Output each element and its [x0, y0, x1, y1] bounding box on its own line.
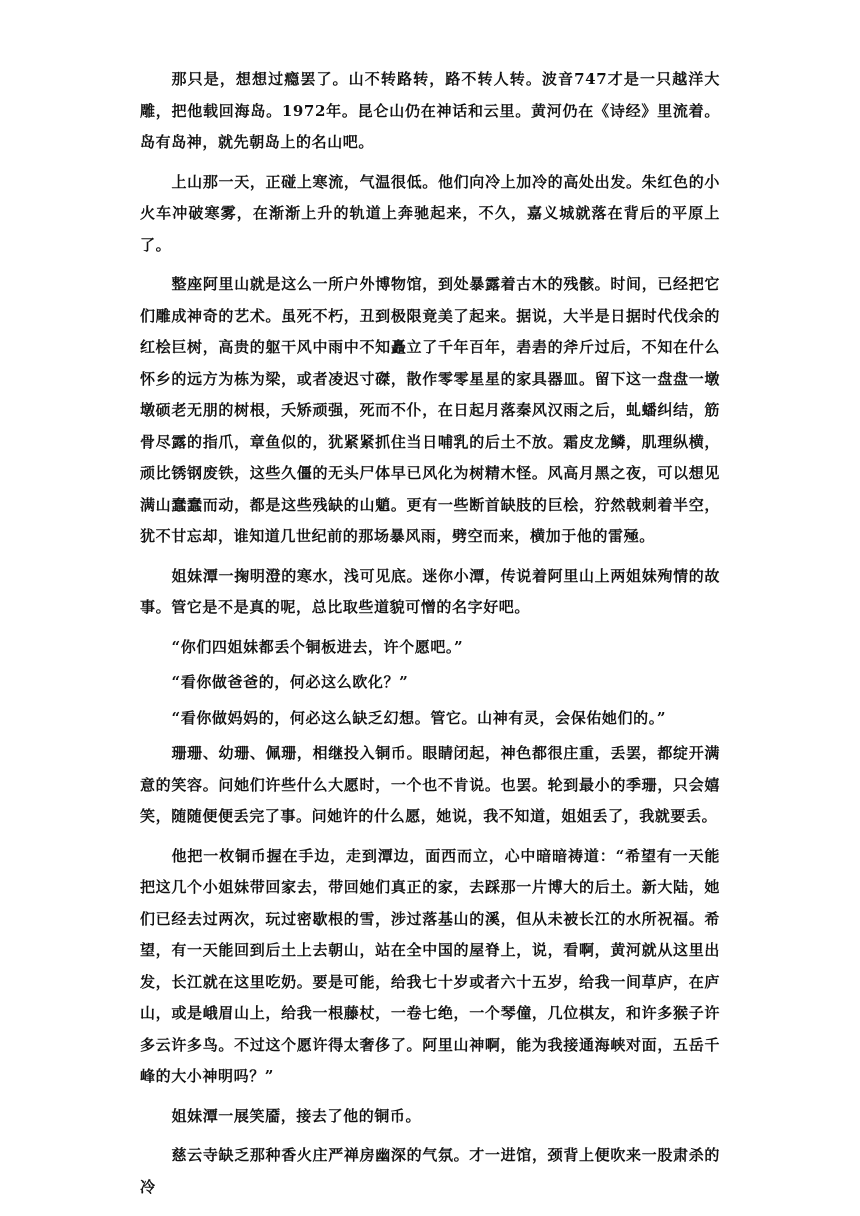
- body-paragraph: 那只是，想想过瘾罢了。山不转路转，路不转人转。波音747才是一只越洋大雕，把他载回海岛。1972年。昆仑山仍在神话和云里。黄河仍在《诗经》里流着。岛有岛神，就先朝岛上的名山吧。: [140, 70, 720, 151]
- body-paragraph: 姐妹潭一掬明澄的寒水，浅可见底。迷你小潭，传说着阿里山上两姐妹殉情的故事。管它是不是真的呢，总比取些道貌可憎的名字好吧。: [140, 566, 720, 616]
- body-paragraph: 姐妹潭一展笑靥，接去了他的铜币。: [171, 1106, 422, 1125]
- article-body: [140, 64, 720, 1203]
- body-paragraph: 整座阿里山就是这么一所户外博物馆，到处暴露着古木的残骸。时间，已经把它们雕成神奇的艺术。虽死不朽，丑到极限竟美了起来。据说，大半是日据时代伐余的红桧巨树，高贵的躯干风中雨中不知矗立了千年百年，砉砉的斧斤过后，不知在什么怀乡的远方为栋为梁，或者凌迟寸磔，散作零零星星的家具器皿。留下这一盘盘一墩墩硕老无朋的树根，夭矫顽强，死而不仆，在日起月落秦风汉雨之后，虬蟠纠结，筋骨尽露的指爪，章鱼似的，犹紧紧抓住当日哺乳的后土不放。霜皮龙鳞，肌理纵横，顽比锈钢废铁，这些久僵的无头尸体早已风化为树精木怪。风高月黑之夜，可以想见满山蠢蠢而动，都是这些残缺的山魈。更有一些断首缺肢的巨桧，狞然戟刺着半空，犹不甘忘却，谁知道几世纪前的那场暴风雨，劈空而来，横加于他的雷殛。: [140, 275, 720, 545]
- dialogue-paragraph: “看你做妈妈的，何必这么缺乏幻想。管它。山神有灵，会保佑她们的。”: [171, 708, 667, 727]
- body-paragraph: 他把一枚铜币握在手边，走到潭边，面西而立，心中暗暗祷道：“希望有一天能把这几个小姐妹带回家去，带回她们真正的家，去踩那一片博大的后土。新大陆，她们已经去过两次，玩过密歇根的雪，涉过落基山的溪，但从未被长江的水所祝福。希望，有一天能回到后土上去朝山，站在全中国的屋脊上，说，看啊，黄河就从这里出发，长江就在这里吃奶。要是可能，给我七十岁或者六十五岁，给我一间草庐，在庐山，或是峨眉山上，给我一根藤杖，一卷七绝，一个琴僮，几位棋友，和许多猴子许多云许多鸟。不过这个愿许得太奢侈了。阿里山神啊，能为我接通海峡对面，五岳千峰的大小神明吗？”: [140, 846, 720, 1085]
- body-paragraph: 慈云寺缺乏那种香火庄严禅房幽深的气氛。才一进馆，颈背上便吹来一股肃杀的冷: [140, 1146, 720, 1196]
- body-paragraph: 上山那一天，正碰上寒流，气温很低。他们向冷上加冷的高处出发。朱红色的小火车冲破寒雾，在渐渐上升的轨道上奔驰起来，不久，嘉义城就落在背后的平原上了。: [140, 172, 720, 254]
- body-paragraph: 珊珊、幼珊、佩珊，相继投入铜币。眼睛闭起，神色都很庄重，丢罢，都绽开满意的笑容。问她们许些什么大愿时，一个也不肯说。也罢。轮到最小的季珊，只会嬉笑，随随便便丢完了事。问她许的什么愿，她说，我不知道，姐姐丢了，我就要丢。: [140, 744, 720, 825]
- dialogue-paragraph: “看你做爸爸的，何必这么欧化？”: [171, 673, 409, 691]
- dialogue-paragraph: “你们四姐妹都丢个铜板进去，许个愿吧。”: [171, 637, 464, 656]
